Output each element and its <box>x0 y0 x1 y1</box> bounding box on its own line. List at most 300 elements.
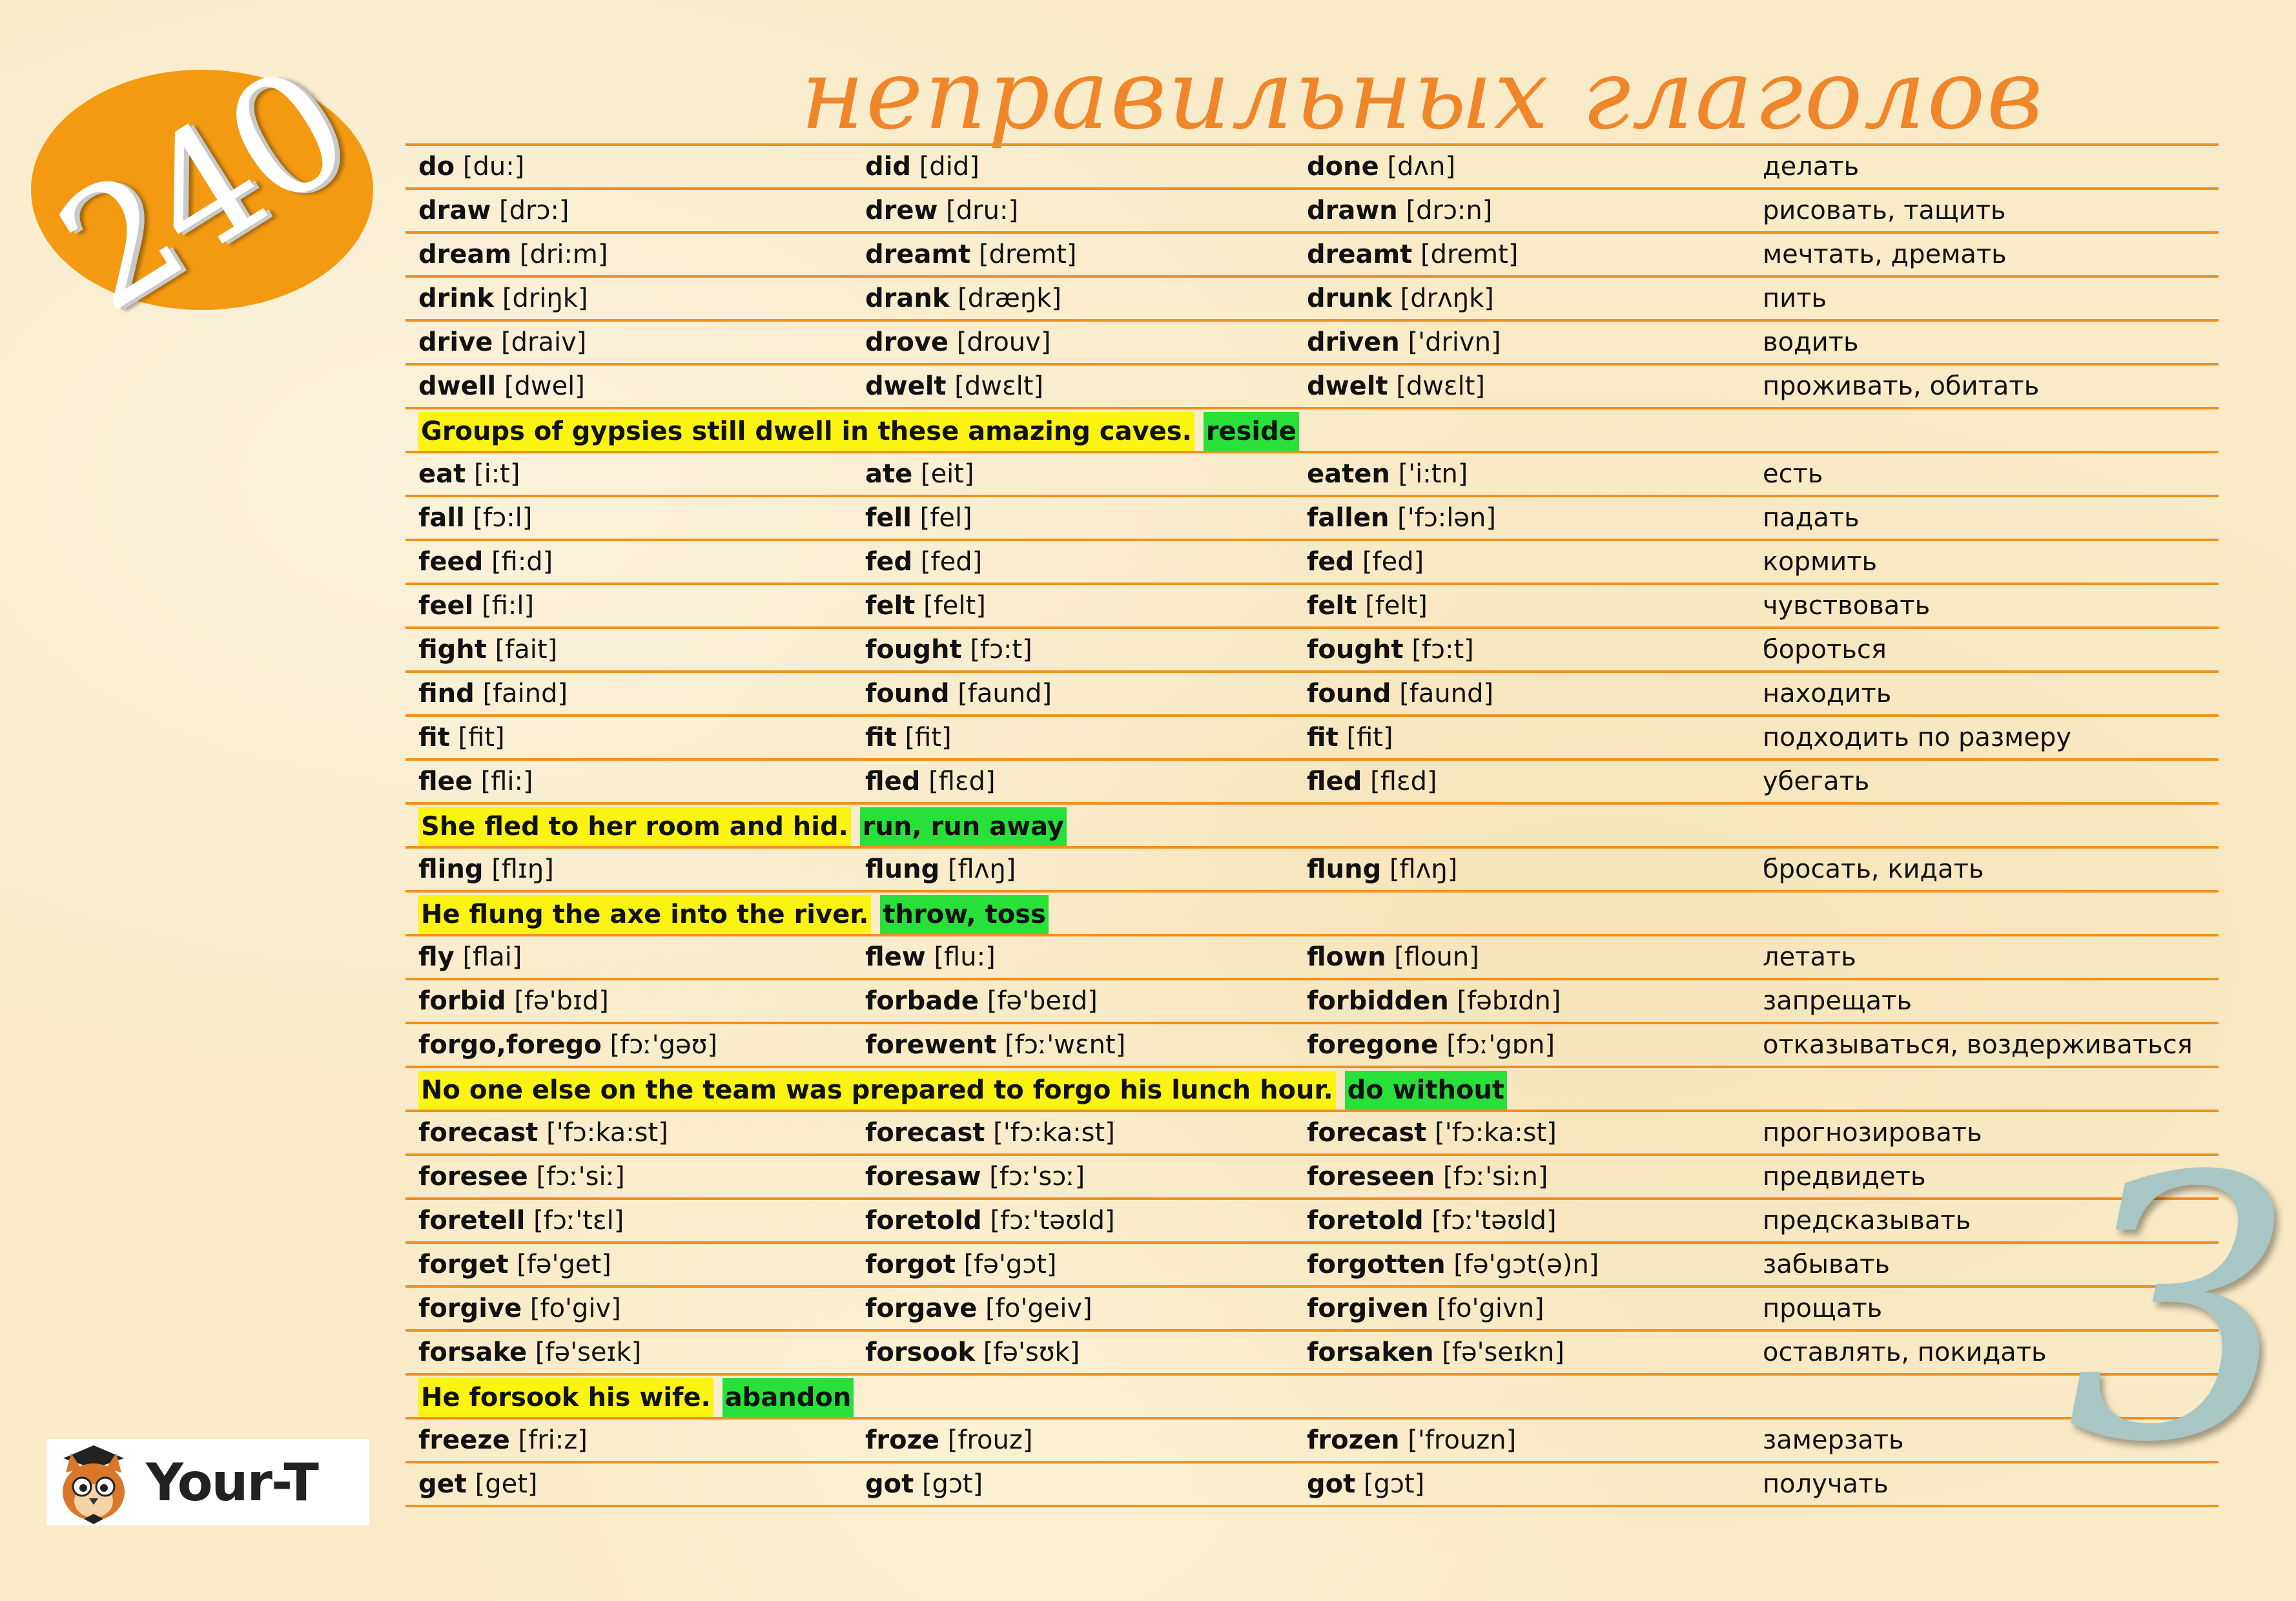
past-participle-word: forgotten <box>1307 1250 1446 1279</box>
verb-table <box>405 143 2219 1507</box>
infinitive-transcription: [fo'giv] <box>529 1294 621 1323</box>
verb-row <box>405 980 2219 1024</box>
past-participle-cell <box>1307 849 1457 890</box>
past-participle-cell <box>1307 497 1496 539</box>
translation-cell: проживать, обитать <box>1763 371 2040 401</box>
past-simple-word: dreamt <box>865 240 971 269</box>
verb-row <box>405 497 2219 541</box>
infinitive-cell <box>418 541 553 583</box>
past-simple-word: forsook <box>865 1338 975 1367</box>
infinitive-cell <box>418 761 533 802</box>
infinitive-cell <box>418 190 569 231</box>
past-simple-cell <box>865 849 1016 890</box>
past-simple-word: foresaw <box>865 1162 981 1192</box>
infinitive-transcription: [get] <box>475 1469 538 1499</box>
verb-row <box>405 936 2219 980</box>
past-participle-cell <box>1307 1463 1424 1505</box>
example-sentence <box>418 1071 1507 1110</box>
past-simple-word: forbade <box>865 986 979 1016</box>
infinitive-cell <box>418 629 557 670</box>
past-simple-transcription: [fə'beɪd] <box>987 986 1098 1016</box>
infinitive-transcription: [flai] <box>462 942 522 972</box>
example-synonym: throw, toss <box>880 895 1049 934</box>
past-simple-transcription: [faund] <box>958 679 1052 708</box>
past-simple-word: froze <box>865 1425 940 1455</box>
past-simple-cell <box>865 1332 1080 1373</box>
verb-row <box>405 1463 2219 1507</box>
past-simple-cell <box>865 980 1098 1022</box>
past-participle-cell <box>1307 1420 1516 1461</box>
past-simple-cell <box>865 673 1052 714</box>
translation-cell: мечтать, дремать <box>1763 240 2007 269</box>
infinitive-word: eat <box>418 459 466 489</box>
past-participle-word: drunk <box>1307 284 1392 313</box>
infinitive-word: forgo,forego <box>418 1030 602 1060</box>
infinitive-word: fit <box>418 723 450 752</box>
infinitive-transcription: ['fɔ:ka:st] <box>546 1118 668 1148</box>
logo <box>46 1439 369 1525</box>
past-simple-word: fit <box>865 723 897 752</box>
past-simple-word: forgot <box>865 1250 956 1279</box>
past-simple-cell <box>865 1420 1032 1461</box>
past-participle-cell <box>1307 366 1485 407</box>
past-participle-word: found <box>1307 679 1391 708</box>
example-sentence <box>418 1378 854 1417</box>
verb-row <box>405 761 2219 805</box>
infinitive-transcription: [fə'seɪk] <box>535 1338 642 1367</box>
infinitive-word: foretell <box>418 1206 526 1235</box>
past-participle-cell <box>1307 1156 1548 1197</box>
past-simple-transcription: [dræŋk] <box>958 284 1061 313</box>
past-participle-transcription: ['fɔ:lən] <box>1397 503 1496 533</box>
past-simple-cell <box>865 1463 983 1505</box>
verb-row <box>405 1024 2219 1068</box>
past-simple-cell <box>865 278 1061 319</box>
past-participle-transcription: [fɔː'siːn] <box>1443 1162 1548 1192</box>
infinitive-word: fling <box>418 854 484 884</box>
past-simple-transcription: [fɔ:t] <box>970 635 1032 665</box>
past-participle-word: fought <box>1307 635 1404 665</box>
past-participle-transcription: [fə'gɔt(ə)n] <box>1453 1250 1599 1279</box>
past-simple-transcription: [did] <box>919 152 979 181</box>
infinitive-transcription: [dri:m] <box>519 240 608 269</box>
past-participle-word: foregone <box>1307 1030 1439 1060</box>
infinitive-transcription: [fɔ:l] <box>473 503 533 533</box>
infinitive-word: forbid <box>418 986 506 1016</box>
translation-cell: пить <box>1763 284 1827 313</box>
past-participle-word: fled <box>1307 767 1362 796</box>
verb-row <box>405 234 2219 278</box>
infinitive-word: forget <box>418 1250 509 1279</box>
translation-cell: кормить <box>1763 547 1878 577</box>
past-simple-word: flung <box>865 854 940 884</box>
past-participle-transcription: [fɔː'gɒn] <box>1446 1030 1555 1060</box>
past-participle-word: fallen <box>1307 503 1389 533</box>
past-participle-transcription: [fit] <box>1346 723 1393 752</box>
example-row <box>405 1068 2219 1112</box>
verb-row <box>405 190 2219 234</box>
past-participle-cell <box>1307 322 1501 363</box>
infinitive-word: dream <box>418 240 512 269</box>
infinitive-cell <box>418 278 588 319</box>
past-participle-transcription: [drɔ:n] <box>1406 196 1493 225</box>
infinitive-cell <box>418 322 586 363</box>
infinitive-transcription: [drɔ:] <box>499 196 569 225</box>
past-simple-transcription: [fə'sʊk] <box>983 1338 1080 1367</box>
past-participle-word: foreseen <box>1307 1162 1435 1192</box>
past-participle-transcription: [fo'givn] <box>1437 1294 1544 1323</box>
infinitive-transcription: [fɔː'tɛl] <box>533 1206 624 1235</box>
translation-cell: летать <box>1763 942 1856 972</box>
past-participle-transcription: [fɔː'təʊld] <box>1431 1206 1557 1235</box>
example-sentence <box>418 895 1049 934</box>
verb-row <box>405 1244 2219 1288</box>
infinitive-word: flee <box>418 767 473 796</box>
past-simple-transcription: [fit] <box>905 723 952 752</box>
past-participle-transcription: [drʌŋk] <box>1400 284 1494 313</box>
past-simple-word: forecast <box>865 1118 985 1148</box>
past-simple-cell <box>865 1244 1057 1285</box>
past-simple-transcription: [dwɛlt] <box>954 371 1043 401</box>
past-simple-word: found <box>865 679 950 708</box>
past-simple-transcription: [fed] <box>920 547 983 577</box>
translation-cell: подходить по размеру <box>1763 723 2072 752</box>
example-sentence <box>418 412 1299 451</box>
infinitive-transcription: [fɔː'gəʊ] <box>610 1030 717 1060</box>
translation-cell: прощать <box>1763 1294 1883 1323</box>
past-simple-transcription: [gɔt] <box>921 1469 983 1499</box>
infinitive-word: do <box>418 152 455 181</box>
past-participle-transcription: [flʌŋ] <box>1389 854 1458 884</box>
infinitive-word: feed <box>418 547 484 577</box>
infinitive-cell <box>418 1420 588 1461</box>
translation-cell: бороться <box>1763 635 1887 665</box>
translation-cell: бросать, кидать <box>1763 854 1984 884</box>
infinitive-cell <box>418 980 609 1022</box>
page-title: неправильных глаголов <box>801 39 2044 151</box>
past-simple-cell <box>865 146 979 187</box>
past-participle-cell <box>1307 629 1474 670</box>
past-participle-word: driven <box>1307 327 1400 357</box>
past-participle-transcription: [fə'seɪkn] <box>1442 1338 1564 1367</box>
infinitive-word: fight <box>418 635 487 665</box>
translation-cell: оставлять, покидать <box>1763 1338 2047 1367</box>
past-participle-word: dwelt <box>1307 371 1388 401</box>
infinitive-transcription: [fait] <box>495 635 558 665</box>
infinitive-word: feel <box>418 591 474 621</box>
past-participle-cell <box>1307 1024 1555 1066</box>
past-simple-word: forewent <box>865 1030 997 1060</box>
infinitive-transcription: [fɔː'siː] <box>536 1162 625 1192</box>
example-synonym: abandon <box>723 1378 854 1417</box>
verb-row <box>405 1156 2219 1200</box>
past-participle-transcription: [dremt] <box>1420 240 1519 269</box>
verb-row <box>405 1288 2219 1332</box>
past-participle-word: forecast <box>1307 1118 1427 1148</box>
example-synonym: reside <box>1204 412 1299 451</box>
past-simple-cell <box>865 1156 1085 1197</box>
past-participle-transcription: [floun] <box>1394 942 1479 972</box>
past-participle-word: frozen <box>1307 1425 1400 1455</box>
infinitive-word: forecast <box>418 1118 538 1148</box>
translation-cell: рисовать, тащить <box>1763 196 2006 225</box>
past-participle-cell <box>1307 190 1492 231</box>
past-simple-transcription: [frouz] <box>947 1425 1033 1455</box>
infinitive-transcription: [draiv] <box>501 327 587 357</box>
past-participle-transcription: [flɛd] <box>1370 767 1437 796</box>
past-participle-transcription: [fəbɪdn] <box>1457 986 1561 1016</box>
translation-cell: отказываться, воздерживаться <box>1763 1030 2193 1060</box>
past-simple-cell <box>865 453 974 495</box>
past-simple-cell <box>865 497 972 539</box>
infinitive-cell <box>418 453 520 495</box>
example-text: He flung the axe into the river. <box>418 895 871 934</box>
infinitive-word: drive <box>418 327 493 357</box>
past-participle-word: forgiven <box>1307 1294 1429 1323</box>
infinitive-word: get <box>418 1469 467 1499</box>
past-simple-cell <box>865 234 1076 275</box>
example-synonym: run, run away <box>860 807 1067 846</box>
past-participle-transcription: [gɔt] <box>1363 1469 1425 1499</box>
past-participle-word: drawn <box>1307 196 1398 225</box>
past-participle-transcription: ['frouzn] <box>1408 1425 1517 1455</box>
past-participle-cell <box>1307 585 1428 626</box>
past-participle-word: fed <box>1307 547 1355 577</box>
past-simple-transcription: [dru:] <box>946 196 1019 225</box>
past-simple-cell <box>865 1200 1115 1241</box>
verb-row <box>405 1420 2219 1463</box>
translation-cell: предвидеть <box>1763 1162 1926 1192</box>
infinitive-cell <box>418 366 585 407</box>
verb-row <box>405 629 2219 673</box>
past-simple-transcription: [fə'gɔt] <box>963 1250 1057 1279</box>
past-participle-transcription: [fɔ:t] <box>1411 635 1474 665</box>
owl-mascot-icon <box>52 1439 136 1525</box>
infinitive-word: fall <box>418 503 465 533</box>
past-simple-transcription: [fɔː'sɔː] <box>989 1162 1085 1192</box>
past-participle-word: forbidden <box>1307 986 1449 1016</box>
example-text: Groups of gypsies still dwell in these amazing caves. <box>418 412 1194 451</box>
past-simple-cell <box>865 541 982 583</box>
infinitive-transcription: [fi:l] <box>482 591 535 621</box>
infinitive-word: dwell <box>418 371 497 401</box>
past-participle-cell <box>1307 936 1479 978</box>
past-simple-word: fed <box>865 547 913 577</box>
past-simple-transcription: [eit] <box>920 459 974 489</box>
translation-cell: прогнозировать <box>1763 1118 1982 1148</box>
infinitive-transcription: [fit] <box>458 723 505 752</box>
past-simple-word: drank <box>865 284 950 313</box>
translation-cell: предсказывать <box>1763 1206 1971 1235</box>
past-participle-cell <box>1307 278 1494 319</box>
past-participle-cell <box>1307 1244 1599 1285</box>
verb-row <box>405 541 2219 585</box>
past-participle-word: forsaken <box>1307 1338 1434 1367</box>
past-participle-cell <box>1307 541 1424 583</box>
infinitive-cell <box>418 673 568 714</box>
past-simple-word: dwelt <box>865 371 947 401</box>
translation-cell: чувствовать <box>1763 591 1931 621</box>
verb-row <box>405 1332 2219 1376</box>
past-simple-transcription: [flɛd] <box>928 767 996 796</box>
past-participle-word: foretold <box>1307 1206 1424 1235</box>
past-participle-word: flown <box>1307 942 1386 972</box>
example-text: She fled to her room and hid. <box>418 807 851 846</box>
past-simple-cell <box>865 936 996 978</box>
past-participle-word: done <box>1307 152 1379 181</box>
past-participle-transcription: ['fɔ:ka:st] <box>1435 1118 1557 1148</box>
translation-cell: получать <box>1763 1469 1889 1499</box>
verb-row <box>405 849 2219 893</box>
past-participle-cell <box>1307 146 1455 187</box>
past-simple-transcription: ['fɔ:ka:st] <box>993 1118 1115 1148</box>
example-text: No one else on the team was prepared to forgo his lunch hour. <box>418 1071 1336 1110</box>
infinitive-word: freeze <box>418 1425 510 1455</box>
past-simple-cell <box>865 322 1051 363</box>
infinitive-transcription: [i:t] <box>473 459 520 489</box>
translation-cell: есть <box>1763 459 1823 489</box>
past-participle-transcription: [dwɛlt] <box>1396 371 1485 401</box>
example-row <box>405 893 2219 936</box>
past-simple-cell <box>865 1112 1115 1153</box>
past-participle-cell <box>1307 1112 1557 1153</box>
infinitive-cell <box>418 585 534 626</box>
past-simple-word: forgave <box>865 1294 978 1323</box>
past-participle-transcription: ['i:tn] <box>1398 459 1468 489</box>
infinitive-word: draw <box>418 196 491 225</box>
past-participle-cell <box>1307 234 1518 275</box>
past-participle-transcription: [felt] <box>1365 591 1428 621</box>
translation-cell: делать <box>1763 152 1860 181</box>
past-simple-cell <box>865 761 996 802</box>
past-participle-cell <box>1307 1288 1544 1329</box>
verb-row <box>405 146 2219 190</box>
infinitive-word: foresee <box>418 1162 528 1192</box>
infinitive-cell <box>418 849 554 890</box>
verb-row <box>405 453 2219 497</box>
past-participle-cell <box>1307 673 1493 714</box>
infinitive-transcription: [driŋk] <box>502 284 588 313</box>
verb-row <box>405 366 2219 409</box>
infinitive-cell <box>418 1200 624 1241</box>
past-participle-word: eaten <box>1307 459 1390 489</box>
past-simple-word: drove <box>865 327 949 357</box>
past-simple-cell <box>865 585 986 626</box>
verb-row <box>405 1200 2219 1244</box>
example-row <box>405 409 2219 453</box>
infinitive-word: drink <box>418 284 495 313</box>
past-participle-transcription: [faund] <box>1399 679 1494 708</box>
past-simple-word: fled <box>865 767 921 796</box>
past-simple-cell <box>865 717 952 758</box>
infinitive-cell <box>418 1463 538 1505</box>
example-synonym: do without <box>1345 1071 1507 1110</box>
translation-cell: водить <box>1763 327 1859 357</box>
verb-row <box>405 717 2219 761</box>
verb-row <box>405 1112 2219 1156</box>
past-simple-word: drew <box>865 196 938 225</box>
past-simple-transcription: [felt] <box>923 591 986 621</box>
past-simple-transcription: [fɔː'təʊld] <box>990 1206 1115 1235</box>
infinitive-transcription: [fli:] <box>480 767 533 796</box>
past-participle-transcription: ['drivn] <box>1408 327 1501 357</box>
past-simple-cell <box>865 1288 1092 1329</box>
infinitive-cell <box>418 234 608 275</box>
translation-cell: находить <box>1763 679 1892 708</box>
past-participle-cell <box>1307 980 1561 1022</box>
infinitive-transcription: [du:] <box>462 152 525 181</box>
infinitive-cell <box>418 1332 641 1373</box>
past-participle-word: got <box>1307 1469 1356 1499</box>
past-simple-transcription: [fo'geiv] <box>985 1294 1092 1323</box>
infinitive-cell <box>418 497 532 539</box>
past-simple-word: got <box>865 1469 914 1499</box>
past-participle-word: dreamt <box>1307 240 1413 269</box>
past-participle-word: flung <box>1307 854 1382 884</box>
past-simple-word: did <box>865 152 911 181</box>
verb-row <box>405 322 2219 366</box>
past-simple-transcription: [fel] <box>919 503 972 533</box>
infinitive-word: forgive <box>418 1294 522 1323</box>
past-participle-transcription: [fed] <box>1362 547 1424 577</box>
infinitive-word: forsake <box>418 1338 528 1367</box>
example-row <box>405 805 2219 849</box>
example-row <box>405 1376 2219 1420</box>
past-participle-cell <box>1307 1200 1557 1241</box>
past-simple-word: felt <box>865 591 916 621</box>
past-simple-cell <box>865 629 1032 670</box>
past-simple-word: foretold <box>865 1206 982 1235</box>
infinitive-transcription: [dwel] <box>504 371 585 401</box>
infinitive-cell <box>418 1288 621 1329</box>
infinitive-cell <box>418 717 505 758</box>
translation-cell: запрещать <box>1763 986 1912 1016</box>
example-sentence <box>418 807 1067 846</box>
past-simple-cell <box>865 1024 1125 1066</box>
badge-number: 240 <box>28 32 376 347</box>
past-participle-cell <box>1307 761 1437 802</box>
infinitive-transcription: [fə'get] <box>517 1250 611 1279</box>
verb-row <box>405 585 2219 629</box>
infinitive-transcription: [fri:z] <box>518 1425 588 1455</box>
past-participle-word: fit <box>1307 723 1338 752</box>
infinitive-transcription: [faind] <box>482 679 568 708</box>
past-simple-transcription: [flʌŋ] <box>947 854 1016 884</box>
verb-row <box>405 673 2219 717</box>
infinitive-transcription: [fi:d] <box>491 547 553 577</box>
translation-cell: забывать <box>1763 1250 1890 1279</box>
infinitive-cell <box>418 1024 717 1066</box>
past-simple-word: ate <box>865 459 913 489</box>
past-simple-transcription: [flu:] <box>934 942 996 972</box>
infinitive-transcription: [fə'bɪd] <box>514 986 609 1016</box>
infinitive-word: fly <box>418 942 455 972</box>
example-text: He forsook his wife. <box>418 1378 713 1417</box>
infinitive-cell <box>418 1244 611 1285</box>
translation-cell: убегать <box>1763 767 1870 796</box>
past-simple-word: flew <box>865 942 926 972</box>
past-simple-transcription: [drouv] <box>956 327 1051 357</box>
verb-row <box>405 278 2219 322</box>
page-number: 3 <box>2066 1100 2296 1522</box>
past-participle-cell <box>1307 717 1393 758</box>
past-simple-transcription: [dremt] <box>979 240 1077 269</box>
past-participle-transcription: [dʌn] <box>1387 152 1456 181</box>
translation-cell: замерзать <box>1763 1425 1904 1455</box>
past-simple-word: fought <box>865 635 962 665</box>
past-simple-word: fell <box>865 503 912 533</box>
infinitive-cell <box>418 1156 625 1197</box>
